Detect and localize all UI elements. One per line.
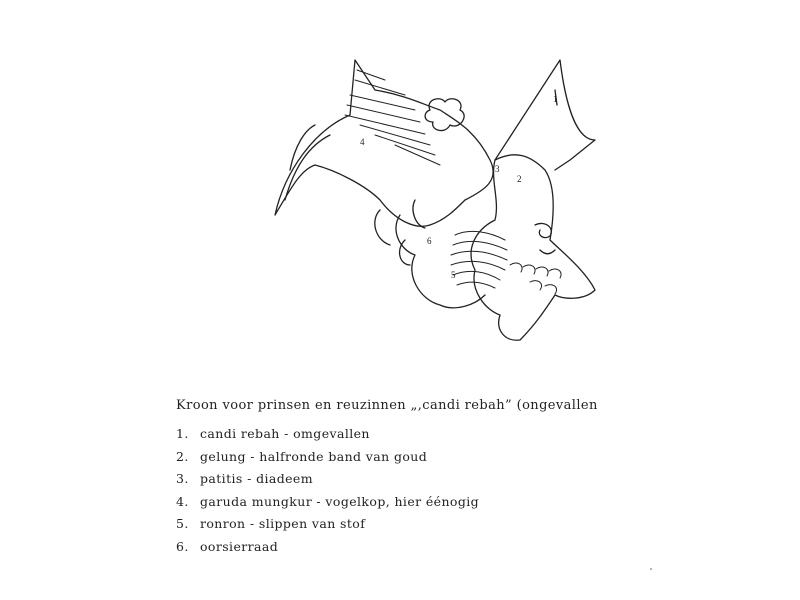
legend-number: 2.: [176, 448, 189, 464]
ear-ornament-coils: [510, 263, 561, 294]
garuda-beak-shape: [275, 60, 493, 226]
legend-item: [176, 494, 479, 517]
drawing-label-5: 5: [451, 270, 456, 280]
legend-number: 1.: [176, 426, 189, 441]
legend-text: candi rebah - omgevallen: [200, 426, 370, 441]
legend-number: 4.: [176, 493, 189, 509]
drawing-label-1: 1: [553, 94, 558, 104]
legend-text: patitis - diadeem: [200, 471, 313, 486]
page-speck: [650, 568, 652, 570]
ronron-stripes: [451, 231, 507, 288]
drawing-label-3: 3: [495, 164, 500, 174]
legend-item: [176, 449, 479, 472]
legend-number: 3.: [176, 471, 189, 486]
legend-text: gelung - halfronde band van goud: [200, 448, 428, 464]
legend-text: oorsierraad: [200, 538, 279, 554]
legend-number: 6.: [176, 538, 189, 554]
diadem-spike: [495, 60, 595, 170]
legend-item: [176, 426, 479, 449]
figure-caption: Kroon voor prinsen en reuzinnen „,candi rebah” (ongevallen: [176, 398, 598, 413]
legend-list: [176, 426, 479, 561]
legend-number: 5.: [176, 516, 189, 531]
legend-item: [176, 516, 479, 539]
legend-text: ronron - slippen van stof: [200, 516, 366, 531]
legend-item: [176, 539, 479, 562]
legend-text: garuda mungkur - vogelkop, hier éénogig: [200, 493, 480, 509]
crown-line-drawing: [255, 50, 605, 350]
crown-illustration: [255, 50, 605, 350]
flower-ornament: [425, 99, 464, 131]
drawing-label-6: 6: [427, 236, 432, 246]
drawing-label-4: 4: [360, 137, 365, 147]
drawing-label-2: 2: [517, 174, 522, 184]
legend-item: [176, 471, 479, 494]
